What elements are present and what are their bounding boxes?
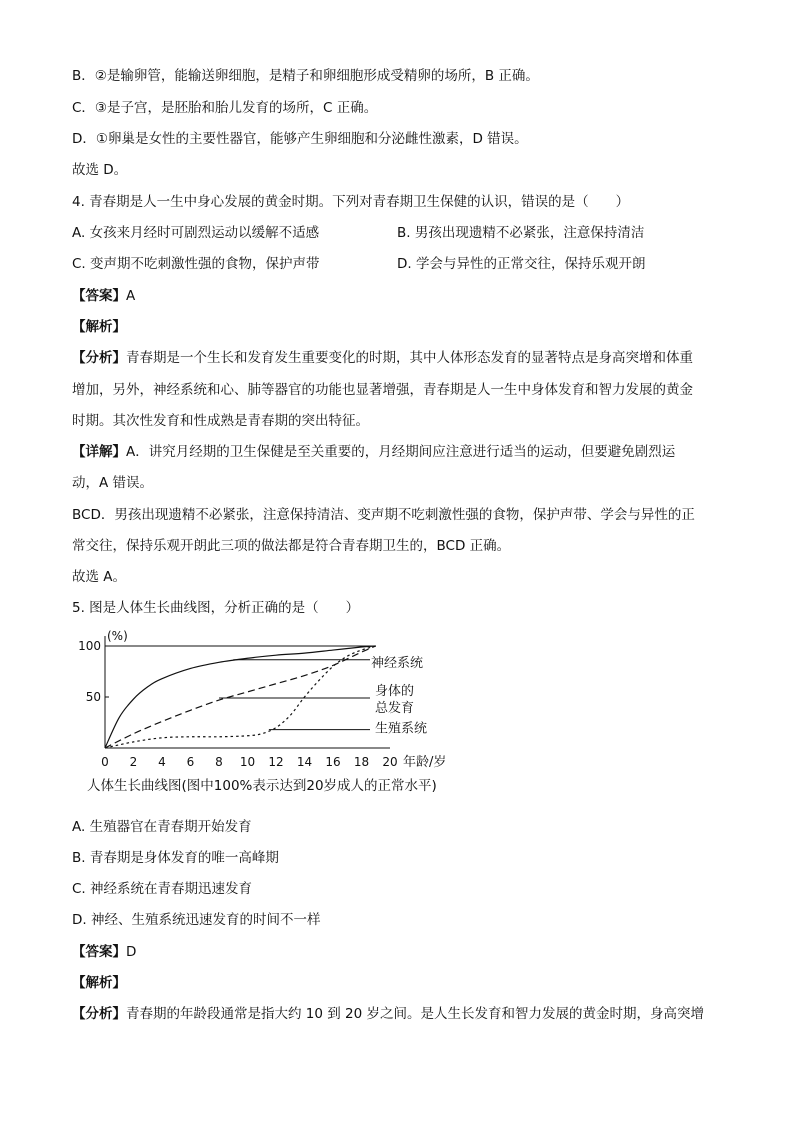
fenxi-text: 青春期是一个生长和发育发生重要变化的时期，其中人体形态发育的显著特点是身高突增和体重: [126, 350, 693, 366]
q4-fenxi-line2: 增加，另外，神经系统和心、肺等器官的功能也显著增强，青春期是人一生中身体发育和智力发展的黄金: [72, 382, 693, 398]
q4-fenxi-line3: 时期。其次性发育和性成熟是青春期的突出特征。: [72, 413, 369, 429]
q4-option-d: D. 学会与异性的正常交往，保持乐观开朗: [397, 256, 646, 272]
detail-tag: 【详解】: [72, 444, 126, 460]
answer-tag: 【答案】: [72, 944, 126, 960]
x-tick-label: 20: [382, 755, 398, 769]
y-tick-label: 50: [85, 690, 101, 704]
y-axis-label: (%): [107, 629, 128, 643]
label-reproductive-system: 生殖系统: [375, 721, 428, 737]
q4-detail-line3: BCD．男孩出现遗精不必紧张，注意保持清洁、变声期不吃刺激性强的食物，保护声带、学会与异性的正: [72, 507, 695, 523]
fenxi-tag: 【分析】: [72, 1006, 126, 1022]
q5-analysis-tag: 【解析】: [72, 975, 126, 991]
chart-caption: 人体生长曲线图(图中100%表示达到20岁成人的正常水平): [87, 778, 437, 794]
q5-option-c: C. 神经系统在青春期迅速发育: [72, 881, 253, 897]
label-body-development-1: 身体的: [375, 683, 415, 699]
q5-answer: [72, 943, 136, 961]
x-tick-label: 16: [325, 755, 341, 769]
q5-stem: 5. 图是人体生长曲线图，分析正确的是（ ）: [72, 600, 360, 616]
answer-value: A: [126, 288, 136, 304]
chart-axes: [105, 636, 390, 748]
chart-ticks: [78, 639, 398, 769]
q4-option-b: B. 男孩出现遗精不必紧张，注意保持清洁: [397, 225, 645, 241]
answer-value: D: [126, 944, 137, 960]
answer-tag: 【答案】: [72, 288, 126, 304]
curve-body-development: [105, 646, 376, 748]
q4-detail-line1: [72, 443, 675, 461]
q4-analysis-tag: 【解析】: [72, 319, 126, 335]
q5-fenxi-line1: [72, 1005, 704, 1023]
fenxi-text: 青春期的年龄段通常是指大约 10 到 20 岁之间。是人生长发育和智力发展的黄金时期，身高突增: [126, 1006, 705, 1022]
curve-nervous-system: [105, 646, 376, 748]
x-tick-label: 14: [296, 755, 313, 769]
q3-option-b-analysis: B．②是输卵管，能输送卵细胞，是精子和卵细胞形成受精卵的场所，B 正确。: [72, 68, 539, 84]
label-nervous-system: 神经系统: [371, 655, 424, 671]
q4-option-a: A. 女孩来月经时可剧烈运动以缓解不适感: [72, 225, 320, 241]
chart-curves: [105, 646, 376, 748]
fenxi-tag: 【分析】: [72, 350, 126, 366]
q3-choice: 故选 D。: [72, 162, 128, 178]
label-body-development-2: 总发育: [375, 701, 415, 717]
q4-detail-line4: 常交往，保持乐观开朗此三项的做法都是符合青春期卫生的，BCD 正确。: [72, 538, 511, 554]
x-tick-label: 0: [101, 755, 109, 769]
chart-labels: [107, 629, 446, 770]
detail-text: A．讲究月经期的卫生保健是至关重要的，月经期间应注意进行适当的运动，但要避免剧烈运: [126, 444, 676, 460]
x-tick-label: 2: [129, 755, 138, 769]
q4-answer: [72, 287, 135, 305]
y-tick-label: 100: [78, 639, 101, 653]
q5-option-a: A. 生殖器官在青春期开始发育: [72, 819, 252, 835]
x-tick-label: 12: [268, 755, 284, 769]
growth-curve-chart: [72, 626, 492, 802]
q3-option-d-analysis: D．①卵巢是女性的主要性器官，能够产生卵细胞和分泌雌性激素，D 错误。: [72, 131, 528, 147]
q4-stem: 4. 青春期是人一生中身心发展的黄金时期。下列对青春期卫生保健的认识，错误的是（ ）: [72, 194, 630, 210]
q4-option-c: C. 变声期不吃刺激性强的食物，保护声带: [72, 256, 320, 272]
curve-reproductive-system: [105, 646, 376, 748]
q5-option-d: D. 神经、生殖系统迅速发育的时间不一样: [72, 912, 321, 928]
x-tick-label: 4: [158, 755, 166, 769]
q5-option-b: B. 青春期是身体发育的唯一高峰期: [72, 850, 279, 866]
x-tick-label: 6: [186, 755, 195, 769]
x-tick-label: 10: [239, 755, 256, 769]
q3-option-c-analysis: C．③是子宫，是胚胎和胎儿发育的场所，C 正确。: [72, 100, 378, 116]
q4-choice: 故选 A。: [72, 569, 127, 585]
x-axis-label: 年龄/岁: [403, 755, 447, 770]
q4-fenxi-line1: [72, 349, 693, 367]
x-tick-label: 18: [353, 755, 370, 769]
x-tick-label: 8: [215, 755, 223, 769]
q4-detail-line2: 动，A 错误。: [72, 475, 154, 491]
